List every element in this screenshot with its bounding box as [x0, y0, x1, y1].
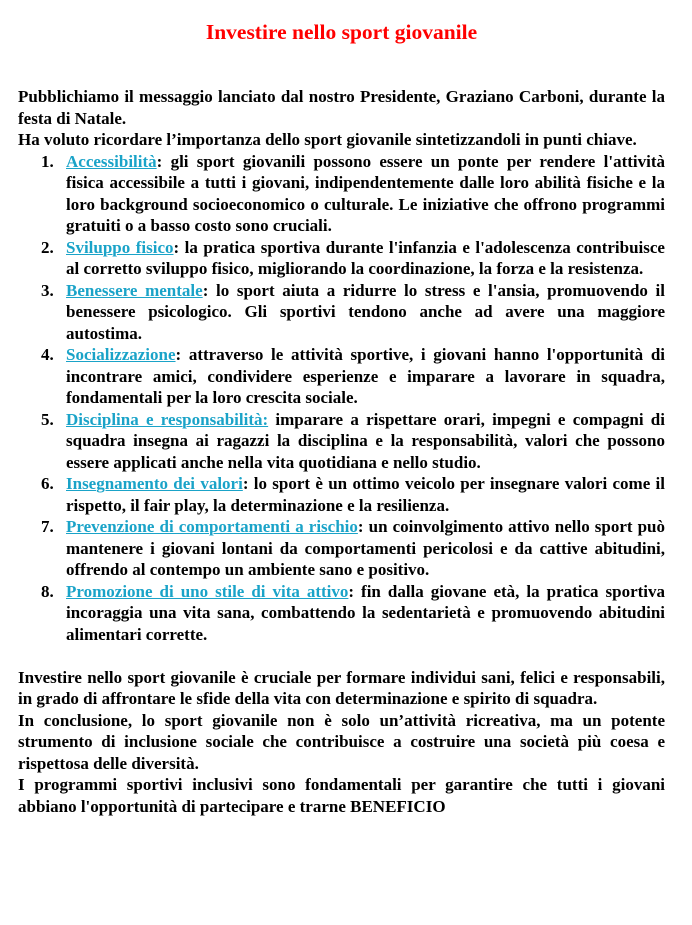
- closing-paragraph-2: In conclusione, lo sport giovanile non è solo un’attività ricreativa, ma un potente strumento di inclusione sociale che contribuisce a costruire una società più coesa e rispettosa delle diversità.: [18, 710, 665, 773]
- intro-paragraph-2: Ha voluto ricordare l’importanza dello sport giovanile sintetizzandoli in punti chiave.: [18, 130, 637, 149]
- list-item-number: 4.: [41, 345, 54, 364]
- list-item-title: Benessere mentale: [66, 280, 203, 300]
- page-title: Investire nello sport giovanile: [205, 20, 478, 44]
- list-item-title: Promozione di uno stile di vita attivo: [66, 581, 349, 601]
- list-item-title: Sviluppo fisico: [66, 237, 174, 257]
- list-item-text: : lo sport è un ottimo veicolo per insegnare valori come il rispetto, il fair play, la determinazione e la resilienza.: [66, 474, 665, 515]
- list-item: [41, 516, 665, 581]
- list-item-number: 6.: [41, 474, 54, 493]
- list-item-text: : lo sport aiuta a ridurre lo stress e l'ansia, promuovendo il benessere psicologico. Gli sportivi tendono anche ad avere una maggiore autostima.: [66, 280, 665, 343]
- list-item: [41, 151, 665, 237]
- list-item-text: : attraverso le attività sportive, i giovani hanno l'opportunità di incontrare amici, condividere esperienze e imparare a lavorare in squadra, fondamentali per la loro crescita sociale.: [66, 345, 665, 407]
- list-item-text: imparare a rispettare orari, impegni e compagni di squadra insegna ai ragazzi la disciplina e la responsabilità, valori che possono essere applicati anche nella vita quotidiana e nello studio.: [66, 409, 665, 472]
- intro-section: [18, 86, 665, 151]
- list-item-number: 2.: [41, 237, 54, 257]
- list-item-text: : un coinvolgimento attivo nello sport può mantenere i giovani lontani da comportamenti pericolosi e da cattive abitudini, offrendo al contempo un ambiente sano e positivo.: [66, 517, 665, 579]
- list-item-number: 7.: [41, 517, 54, 536]
- list-item: [41, 473, 665, 516]
- list-item-title: Disciplina e responsabilità:: [66, 409, 269, 429]
- list-item: [41, 344, 665, 409]
- list-item-number: 5.: [41, 409, 54, 429]
- list-item-title: Accessibilità: [66, 151, 157, 171]
- list-item-text: : la pratica sportiva durante l'infanzia e l'adolescenza contribuisce al corretto sviluppo fisico, migliorando la coordinazione, la forza e la resistenza.: [66, 237, 665, 278]
- list-item-text: : gli sport giovanili possono essere un ponte per rendere l'attività fisica accessibile a tutti i giovani, indipendentemente dalle loro abilità fisiche e la loro background socioeconomico o culturale. Le iniziative che offrono programmi gratuiti o a basso costo sono cruciali.: [66, 151, 665, 235]
- list-item-title: Prevenzione di comportamenti a rischio: [66, 517, 358, 536]
- closing-paragraph-3: I programmi sportivi inclusivi sono fondamentali per garantire che tutti i giovani abbiano l'opportunità di partecipare e trarne BENEFICIO: [18, 775, 665, 816]
- closing-paragraph-1: Investire nello sport giovanile è cruciale per formare individui sani, felici e responsabili, in grado di affrontare le sfide della vita con determinazione e spirito di squadra.: [18, 667, 665, 708]
- list-item-title: Socializzazione: [66, 345, 176, 364]
- list-item-number: 3.: [41, 280, 54, 300]
- closing-section: [18, 667, 665, 818]
- list-item: [41, 237, 665, 280]
- section-spacer: [18, 645, 665, 667]
- list-item-number: 8.: [41, 581, 54, 601]
- list-item: [41, 581, 666, 646]
- list-item: [41, 409, 665, 474]
- key-points-list: [18, 151, 665, 646]
- list-item-title: Insegnamento dei valori: [66, 474, 243, 493]
- document-page: [18, 18, 665, 817]
- list-item-number: 1.: [41, 151, 54, 171]
- intro-paragraph-1: Pubblichiamo il messaggio lanciato dal nostro Presidente, Graziano Carboni, durante la festa di Natale.: [18, 87, 665, 128]
- list-item-text: : fin dalla giovane età, la pratica sportiva incoraggia una vita sana, combattendo la sedentarietà e promuovendo abitudini alimentari corrette.: [66, 581, 666, 644]
- list-item: [41, 280, 665, 345]
